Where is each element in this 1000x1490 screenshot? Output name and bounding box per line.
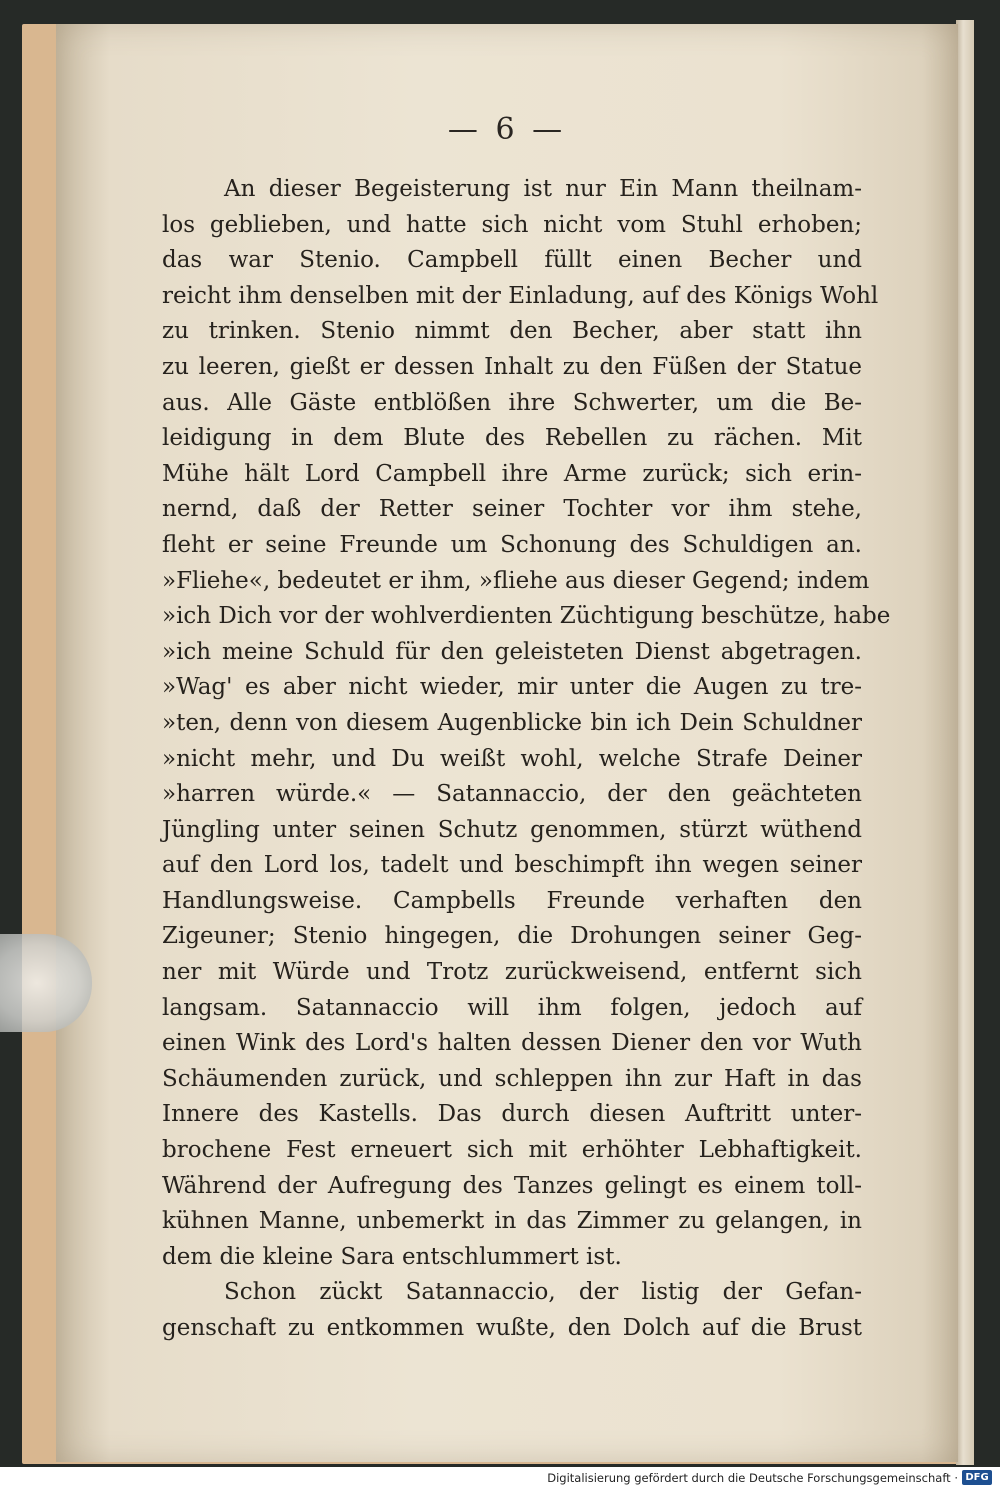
text-line: »ich meine Schuld für den geleisteten Dienst abgetragen. [162,638,862,665]
text-line: genschaft zu entkommen wußte, den Dolch auf die Brust [162,1315,862,1341]
text-line: los geblieben, und hatte sich nicht vom Stuhl erhoben; [162,211,862,238]
text-line: ner mit Würde und Trotz zurückweisend, entfernt sich [162,959,862,986]
text-line: zu leeren, gießt er dessen Inhalt zu den Füßen der Statue [162,353,862,380]
text-line: Jüngling unter seinen Schutz genommen, stürzt wüthend [162,816,862,843]
text-line: Handlungsweise. Campbells Freunde verhaften den [162,887,862,914]
text-line: brochene Fest erneuert sich mit erhöhter Lebhaftigkeit. [162,1137,862,1164]
text-line: zu trinken. Stenio nimmt den Becher, aber statt ihn [162,318,862,345]
text-line: »harren würde.« — Satannaccio, der den geächteten [162,781,862,808]
text-line: Schon zückt Satannaccio, der listig der Gefan- [224,1279,862,1306]
text-line: kühnen Manne, unbemerkt in das Zimmer zu gelangen, in [162,1208,862,1235]
text-line: leidigung in dem Blute des Rebellen zu rächen. Mit [162,425,862,452]
funding-credit: Digitalisierung gefördert durch die Deutsche Forschungsgemeinschaft · [547,1471,958,1485]
text-line: auf den Lord los, tadelt und beschimpft ihn wegen seiner [162,852,862,879]
text-line: Innere des Kastells. Das durch diesen Auftritt unter- [162,1101,862,1128]
text-line: reicht ihm denselben mit der Einladung, auf des Königs Wohl [162,282,879,309]
text-line: dem die kleine Sara entschlummert ist. [162,1243,622,1270]
page-number: — 6 — [447,112,567,147]
text-line: »Wag' es aber nicht wieder, mir unter die Augen zu tre- [162,674,862,701]
text-line: Schäumenden zurück, und schleppen ihn zur Haft in das [162,1065,862,1092]
text-line: das war Stenio. Campbell füllt einen Becher und [162,247,862,274]
text-line: An dieser Begeisterung ist nur Ein Mann theilnam- [224,176,862,202]
binding-clip [0,934,92,1032]
text-line: »nicht mehr, und Du weißt wohl, welche Strafe Deiner [162,745,862,772]
text-line: Zigeuner; Stenio hingegen, die Drohungen seiner Geg- [162,923,862,950]
text-line: langsam. Satannaccio will ihm folgen, jedoch auf [162,994,862,1021]
text-line: »ich Dich vor der wohlverdienten Züchtigung beschütze, habe [162,603,891,630]
text-line: Mühe hält Lord Campbell ihre Arme zurück; sich erin- [162,460,862,487]
text-line: aus. Alle Gäste entblößen ihre Schwerter, um die Be- [162,389,862,416]
text-line: »ten, denn von diesem Augenblicke bin ich Dein Schuldner [162,709,862,736]
footer-bar [0,1467,1000,1490]
text-line: Während der Aufregung des Tanzes gelingt es einem toll- [162,1172,862,1199]
text-line: »Fliehe«, bedeutet er ihm, »fliehe aus dieser Gegend; indem [162,567,870,594]
body-text [162,172,891,1347]
dfg-logo[interactable]: DFG [962,1470,992,1485]
page-stack-edge [956,20,974,1465]
text-line: fleht er seine Freunde um Schonung des Schuldigen an. [162,531,862,558]
text-line: nernd, daß der Retter seiner Tochter vor ihm stehe, [162,496,862,523]
text-line: einen Wink des Lord's halten dessen Diener den vor Wuth [162,1030,862,1057]
